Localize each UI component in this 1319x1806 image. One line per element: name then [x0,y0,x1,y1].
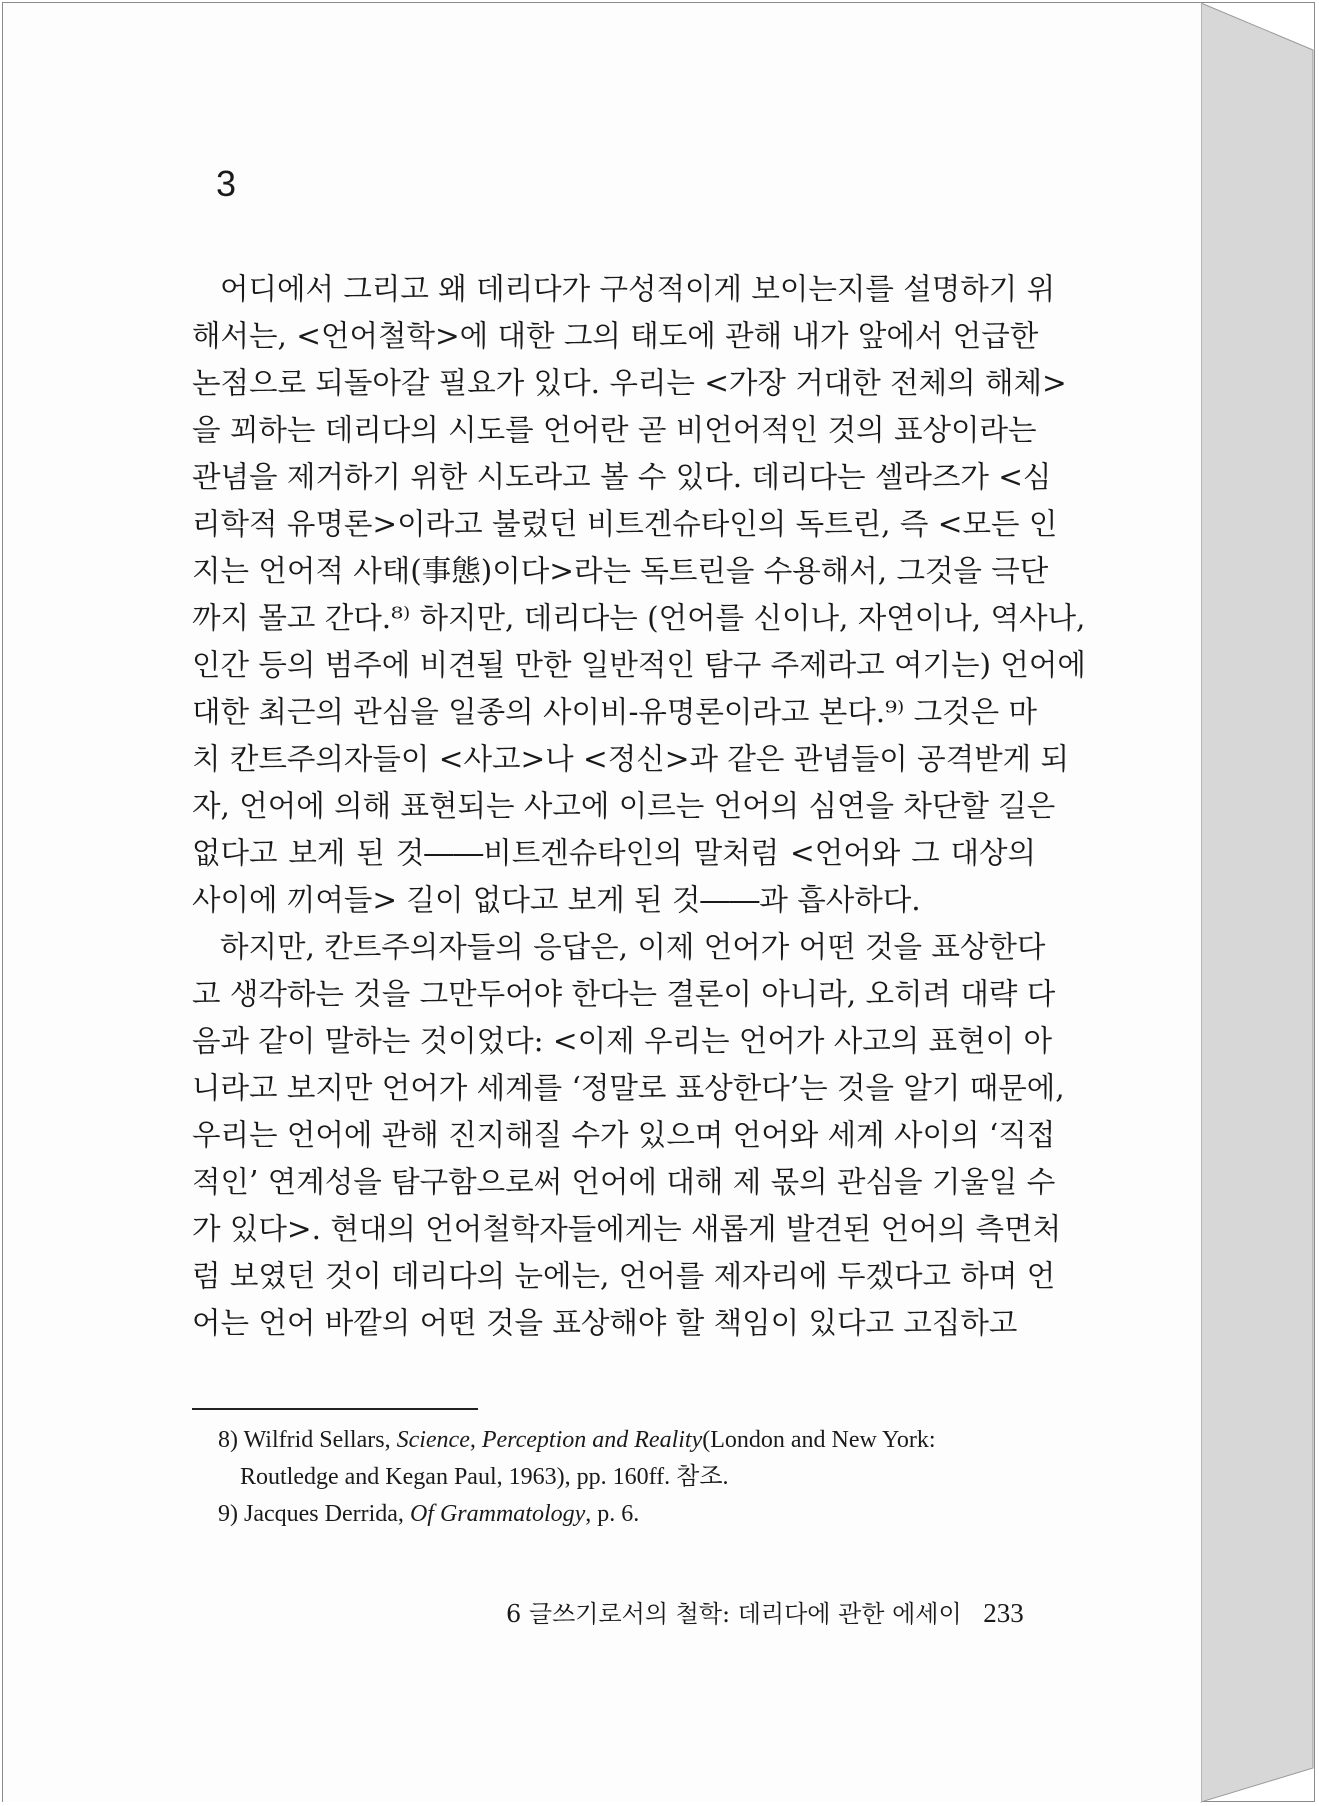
text-line: 적인’ 연계성을 탐구함으로써 언어에 대해 제 몫의 관심을 기울일 수 [192,1165,1056,1199]
chapter-title: 6 글쓰기로서의 철학: 데리다에 관한 에세이 [506,1600,962,1628]
footnote-title: Science, Perception and Reality [396,1427,703,1453]
footnote-title: Of Grammatology [409,1501,586,1527]
text-line: 하지만, 칸트주의자들의 응답은, 이제 언어가 어떤 것을 표상한다 [220,930,1046,964]
text-line: 고 생각하는 것을 그만두어야 한다는 결론이 아니라, 오히려 대략 다 [192,977,1056,1011]
footnote-number: 8) [218,1427,238,1453]
body-text [192,266,1086,1347]
text-line: 리학적 유명론>이라고 불렀던 비트겐슈타인의 독트린, 즉 <모든 인 [192,507,1058,541]
section-number: 3 [216,163,237,204]
text-line: 논점으로 되돌아갈 필요가 있다. 우리는 <가장 거대한 전체의 해체> [192,366,1067,400]
text-line: 우리는 언어에 관해 진지해질 수가 있으며 언어와 세계 사이의 ‘직접 [192,1118,1056,1152]
footnotes [218,1422,1058,1533]
text-line: 어디에서 그리고 왜 데리다가 구성적이게 보이는지를 설명하기 위 [220,272,1056,306]
text-line: 니라고 보지만 언어가 세계를 ‘정말로 표상한다’는 것을 알기 때문에, [192,1071,1065,1105]
text-line: 인간 등의 범주에 비견될 만한 일반적인 탐구 주제라고 여기는) 언어에 [192,648,1086,682]
text-line: 없다고 보게 된 것――비트겐슈타인의 말처럼 <언어와 그 대상의 [192,836,1036,870]
spine-face [1201,3,1313,1802]
text-line: 럼 보였던 것이 데리다의 눈에는, 언어를 제자리에 두겠다고 하며 언 [192,1259,1056,1293]
page-number: 233 [983,1598,1024,1628]
footnote-rest: (London and New York: [702,1427,936,1453]
text-line: 가 있다>. 현대의 언어철학자들에게는 새롭게 발견된 언어의 측면처 [192,1212,1062,1246]
footnote-9 [218,1496,1058,1533]
text-line: 지는 언어적 사태(事態)이다>라는 독트린을 수용해서, 그것을 극단 [192,554,1049,588]
text-line: 사이에 끼여들> 길이 없다고 보게 된 것――과 흡사하다. [192,883,921,917]
footnote-author: Wilfrid Sellars, [243,1427,391,1453]
text-line: 관념을 제거하기 위한 시도라고 볼 수 있다. 데리다는 셀라즈가 <심 [192,460,1052,494]
footnote-number: 9) [218,1501,238,1527]
footnote-rule [192,1408,478,1410]
text-line: 음과 같이 말하는 것이었다: <이제 우리는 언어가 사고의 표현이 아 [192,1024,1052,1058]
footnote-8-continuation: Routledge and Kegan Paul, 1963), pp. 160ff. 참조. [240,1464,729,1490]
text-line: 까지 몰고 간다.⁸⁾ 하지만, 데리다는 (언어를 신이나, 자연이나, 역사나, [192,601,1086,635]
text-line: 자, 언어에 의해 표현되는 사고에 이르는 언어의 심연을 차단할 길은 [192,789,1056,823]
text-line: 대한 최근의 관심을 일종의 사이비-유명론이라고 본다.⁹⁾ 그것은 마 [192,695,1037,729]
footnote-rest: , p. 6. [585,1501,640,1527]
text-line: 해서는, <언어철학>에 대한 그의 태도에 관해 내가 앞에서 언급한 [192,319,1039,353]
footnote-8 [218,1422,1058,1459]
text-line: 어는 언어 바깥의 어떤 것을 표상해야 할 책임이 있다고 고집하고 [192,1306,1018,1340]
footnote-author: Jacques Derrida, [244,1501,404,1527]
running-footer [506,1594,1024,1629]
text-line: 을 꾀하는 데리다의 시도를 언어란 곧 비언어적인 것의 표상이라는 [192,413,1037,447]
text-line: 치 칸트주의자들이 <사고>나 <정신>과 같은 관념들이 공격받게 되 [192,742,1069,776]
